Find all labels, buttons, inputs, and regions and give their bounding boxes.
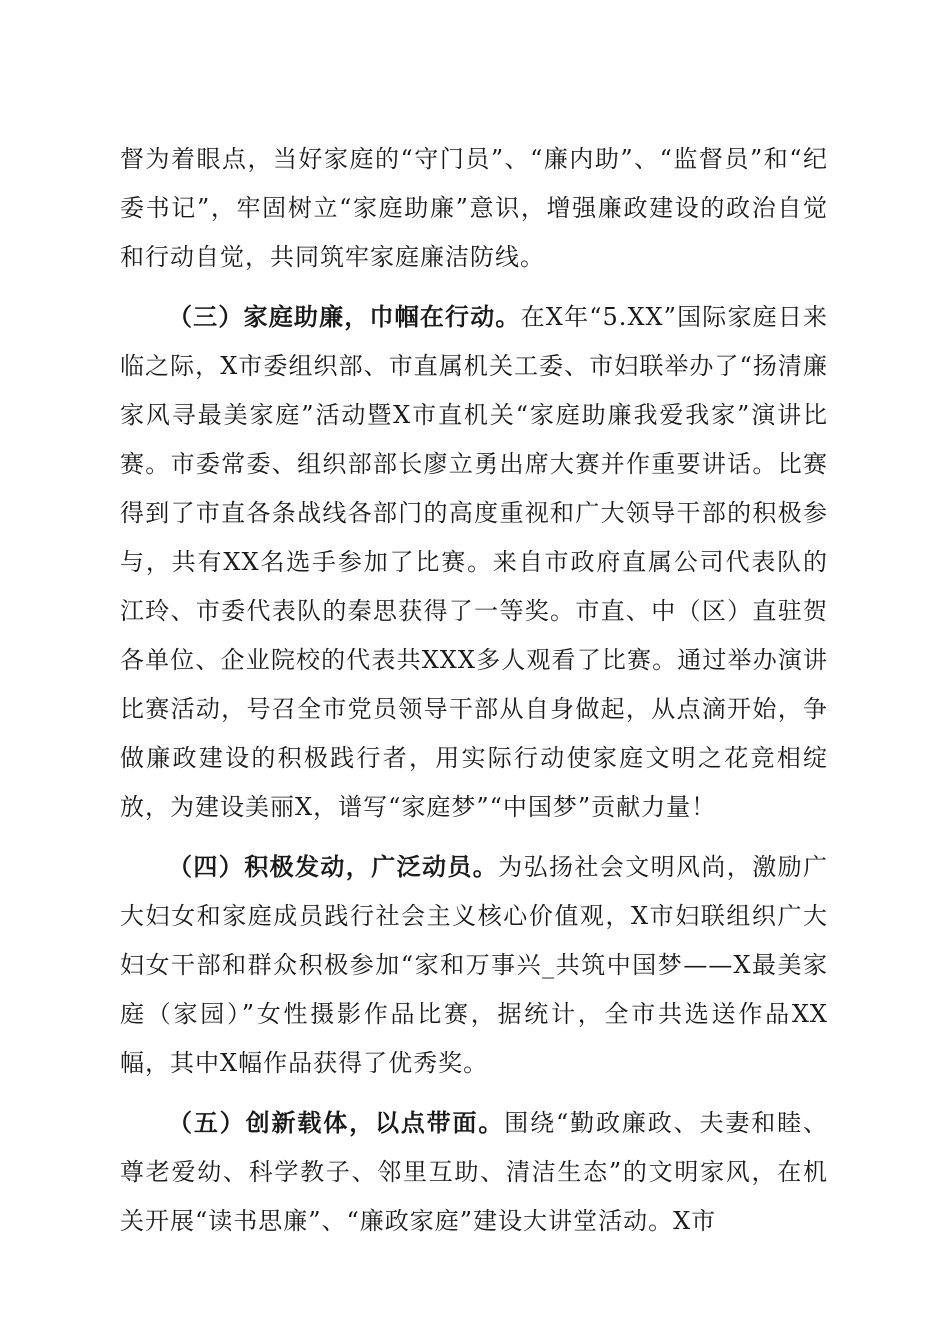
paragraph-continuation xyxy=(120,135,828,282)
paragraph-text: 为弘扬社会文明风尚，激励广大妇女和家庭成员践行社会主义核心价值观，X市妇联组织广大妇女干部和群众积极参加“家和万事兴_共筑中国梦——X最美家庭（家园）”女性摄影作品比赛，据统计，全市共选送作品XX幅，其中X幅作品获得了优秀奖。 xyxy=(120,853,829,1077)
paragraph-section-3 xyxy=(120,292,828,832)
paragraph-section-4 xyxy=(120,842,828,1088)
document-body xyxy=(120,135,828,1246)
paragraph-text: 围绕“勤政廉政、夫妻和睦、尊老爱幼、科学教子、邻里互助、清洁生态”的文明家风，在机关开展“读书思廉”、“廉政家庭”建设大讲堂活动。X市 xyxy=(120,1109,828,1235)
paragraph-text: 督为着眼点，当好家庭的“守门员”、“廉内助”、“监督员”和“纪委书记”，牢固树立“家庭助廉”意识，增强廉政建设的政治自觉和行动自觉，共同筑牢家庭廉洁防线。 xyxy=(120,145,828,271)
section-heading: （三）家庭助廉，巾帼在行动。 xyxy=(168,302,521,331)
paragraph-section-5 xyxy=(120,1098,828,1246)
paragraph-text: 在X年“5.XX”国际家庭日来临之际，X市委组织部、市直属机关工委、市妇联举办了“扬清廉家风寻最美家庭”活动暨X市直机关“家庭助廉我爱我家”演讲比赛。市委常委、组织部部长廖立勇出席大赛并作重要讲话。比赛得到了市直各条战线各部门的高度重视和广大领导干部的积极参与，共有XX名选手参加了比赛。来自市政府直属公司代表队的江玲、市委代表队的秦思获得了一等奖。市直、中（区）直驻贺各单位、企业院校的代表共XXX多人观看了比赛。通过举办演讲比赛活动，号召全市党员领导干部从自身做起，从点滴开始，争做廉政建设的积极践行者，用实际行动使家庭文明之花竞相绽放，为建设美丽X，谱写“家庭梦”“中国梦”贡献力量！ xyxy=(120,303,829,821)
section-heading: （四）积极发动，广泛动员。 xyxy=(168,852,499,881)
section-heading: （五）创新载体，以点带面。 xyxy=(168,1108,505,1137)
